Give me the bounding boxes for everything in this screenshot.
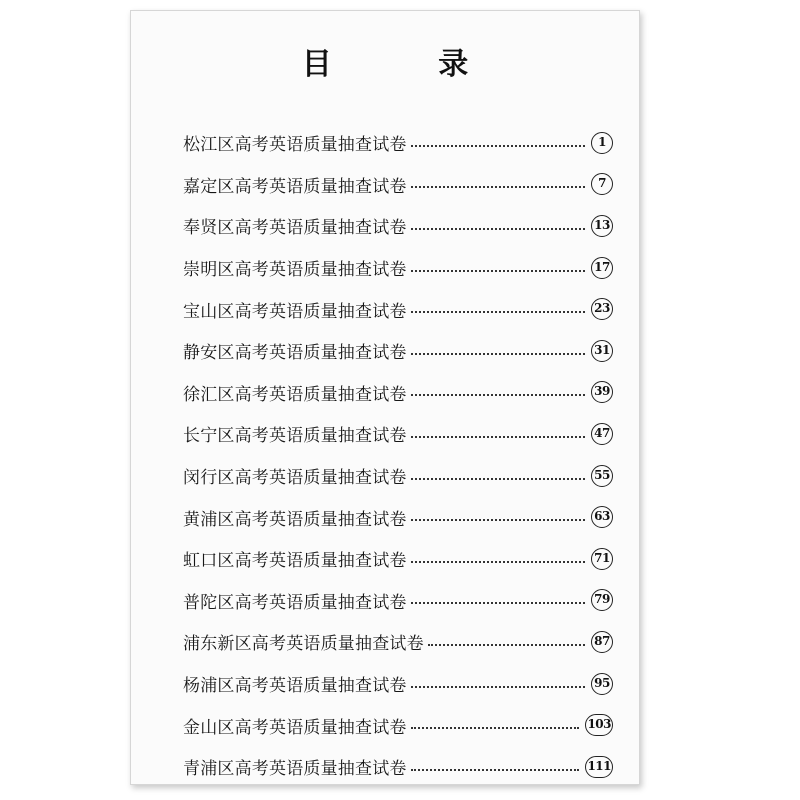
toc-entry	[183, 164, 613, 206]
page-number: 17	[591, 257, 613, 279]
toc-entry	[183, 538, 613, 580]
page-number: 71	[591, 548, 613, 570]
page-number: 23	[591, 298, 613, 320]
page-number: 47	[591, 423, 613, 445]
toc-entry-title: 宝山区高考英语质量抽查试卷	[183, 301, 407, 322]
dot-leader	[411, 519, 585, 521]
toc-entry-title: 静安区高考英语质量抽查试卷	[183, 343, 407, 364]
dot-leader	[411, 602, 585, 604]
toc-entry	[183, 746, 613, 788]
dot-leader	[428, 644, 585, 646]
toc-entry-title: 崇明区高考英语质量抽查试卷	[183, 260, 407, 281]
toc-entry	[183, 288, 613, 330]
page-number: 87	[591, 631, 613, 653]
dot-leader	[411, 561, 585, 563]
toc-entry-title: 杨浦区高考英语质量抽查试卷	[183, 676, 407, 697]
toc-entry-title: 金山区高考英语质量抽查试卷	[183, 717, 407, 738]
dot-leader	[411, 394, 585, 396]
page-number: 55	[591, 465, 613, 487]
page-number: 1	[591, 132, 613, 154]
toc-entry-title: 虹口区高考英语质量抽查试卷	[183, 551, 407, 572]
toc-entry-title: 闵行区高考英语质量抽查试卷	[183, 468, 407, 489]
toc-entry	[183, 330, 613, 372]
document-page	[130, 10, 640, 785]
page-number: 39	[591, 381, 613, 403]
toc-entry-title: 徐汇区高考英语质量抽查试卷	[183, 384, 407, 405]
toc-entry	[183, 580, 613, 622]
page-number: 103	[585, 714, 613, 736]
page-number: 63	[591, 506, 613, 528]
toc-entry	[183, 621, 613, 663]
dot-leader	[411, 145, 585, 147]
page-number: 95	[591, 673, 613, 695]
dot-leader	[411, 186, 585, 188]
dot-leader	[411, 228, 585, 230]
toc-entry-title: 普陀区高考英语质量抽查试卷	[183, 592, 407, 613]
page-number: 7	[591, 173, 613, 195]
dot-leader	[411, 727, 580, 729]
dot-leader	[411, 270, 585, 272]
toc-entry	[183, 205, 613, 247]
toc-entry-title: 青浦区高考英语质量抽查试卷	[183, 759, 407, 780]
toc-entry-title: 黄浦区高考英语质量抽查试卷	[183, 509, 407, 530]
dot-leader	[411, 686, 585, 688]
toc-entry-title: 长宁区高考英语质量抽查试卷	[183, 426, 407, 447]
toc-entry	[183, 663, 613, 705]
page-number: 31	[591, 340, 613, 362]
page-number: 111	[585, 756, 613, 778]
toc-entry-title: 松江区高考英语质量抽查试卷	[183, 135, 407, 156]
toc-entry	[183, 122, 613, 164]
toc-entry	[183, 704, 613, 746]
table-of-contents	[183, 122, 613, 788]
toc-entry-title: 嘉定区高考英语质量抽查试卷	[183, 176, 407, 197]
page-title: 目 录	[301, 47, 517, 82]
toc-entry-title: 奉贤区高考英语质量抽查试卷	[183, 218, 407, 239]
toc-entry	[183, 496, 613, 538]
dot-leader	[411, 311, 585, 313]
dot-leader	[411, 769, 580, 771]
page-number: 79	[591, 589, 613, 611]
toc-entry-title: 浦东新区高考英语质量抽查试卷	[183, 634, 424, 655]
dot-leader	[411, 478, 585, 480]
toc-entry	[183, 247, 613, 289]
dot-leader	[411, 436, 585, 438]
toc-entry	[183, 455, 613, 497]
toc-entry	[183, 413, 613, 455]
page-number: 13	[591, 215, 613, 237]
dot-leader	[411, 353, 585, 355]
toc-entry	[183, 372, 613, 414]
